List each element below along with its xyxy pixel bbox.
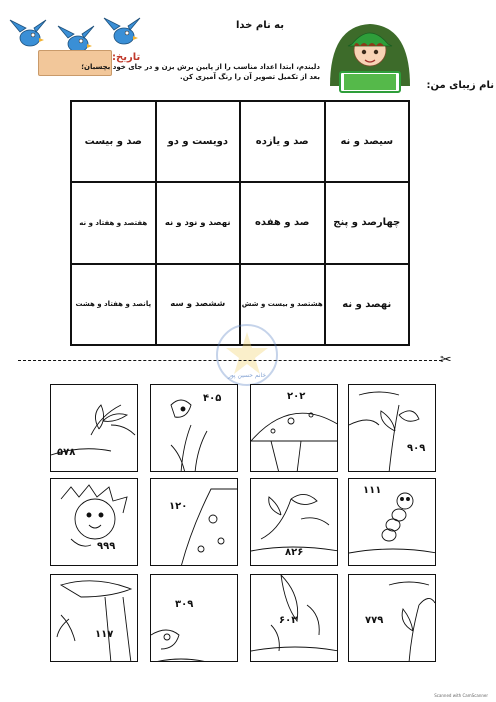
- picture-piece[interactable]: [50, 574, 138, 662]
- picture-piece[interactable]: [250, 478, 338, 566]
- picture-piece[interactable]: [348, 478, 436, 566]
- scan-footer: Scanned with CamScanner: [434, 693, 488, 698]
- piece-number: ۴۰۵: [203, 393, 222, 404]
- picture-piece[interactable]: [50, 478, 138, 566]
- grid-cell: پانصد و هفتاد و هشت: [71, 264, 156, 345]
- instruction-line-2: بعد از تکمیل تصویر آن را رنگ آمیزی کن.: [180, 73, 320, 81]
- grid-cell: دویست و دو: [156, 101, 241, 182]
- picture-piece[interactable]: [348, 384, 436, 472]
- grid-cell: هشتصد و بیست و شش: [240, 264, 325, 345]
- grid-cell: نهصد و نود و نه: [156, 182, 241, 263]
- picture-piece[interactable]: [250, 384, 338, 472]
- grid-cell: سیصد و نه: [325, 101, 410, 182]
- number-words-grid: [70, 100, 410, 346]
- grid-cell: صد و هفده: [240, 182, 325, 263]
- piece-number: ۲۰۲: [287, 391, 306, 402]
- picture-piece[interactable]: [150, 478, 238, 566]
- grid-cell: ششصد و سه: [156, 264, 241, 345]
- instruction-line-1: دلبندم، ابتدا اعداد مناسب را از پایین برش بزن و در جای خود بچسبان؛: [81, 63, 320, 71]
- piece-number: ۶۰۳: [279, 615, 298, 626]
- grid-cell: صد و یازده: [240, 101, 325, 182]
- picture-piece[interactable]: [50, 384, 138, 472]
- picture-piece[interactable]: [348, 574, 436, 662]
- picture-piece[interactable]: [150, 574, 238, 662]
- date-label: تاریخ:: [112, 52, 141, 63]
- piece-number: ۳۰۹: [175, 599, 194, 610]
- picture-piece[interactable]: [250, 574, 338, 662]
- piece-number: ۹۰۹: [407, 443, 426, 454]
- grid-cell: هفتصد و هفتاد و نه: [71, 182, 156, 263]
- piece-number: ۷۷۹: [365, 615, 384, 626]
- grid-cell: نهصد و نه: [325, 264, 410, 345]
- picture-piece[interactable]: [150, 384, 238, 472]
- piece-number: ۹۹۹: [97, 541, 116, 552]
- piece-number: ۱۱۷: [95, 629, 114, 640]
- piece-number: ۵۷۸: [57, 447, 76, 458]
- piece-number: ۱۲۰: [169, 501, 188, 512]
- grid-cell: صد و بیست: [71, 101, 156, 182]
- cut-line: [18, 360, 442, 361]
- watermark-text: خانم حسین پور: [227, 372, 267, 379]
- page-title: به نام خدا: [235, 20, 285, 31]
- watermark-logo: [200, 320, 294, 390]
- piece-number: ۱۱۱: [363, 485, 382, 496]
- grid-cell: چهارصد و پنج: [325, 182, 410, 263]
- instructions: [20, 62, 320, 82]
- name-label: نام زیبای من:: [426, 80, 494, 91]
- piece-number: ۸۲۶: [285, 547, 304, 558]
- scissors-icon: ✂: [440, 352, 452, 368]
- student-avatar-illustration: [326, 16, 414, 98]
